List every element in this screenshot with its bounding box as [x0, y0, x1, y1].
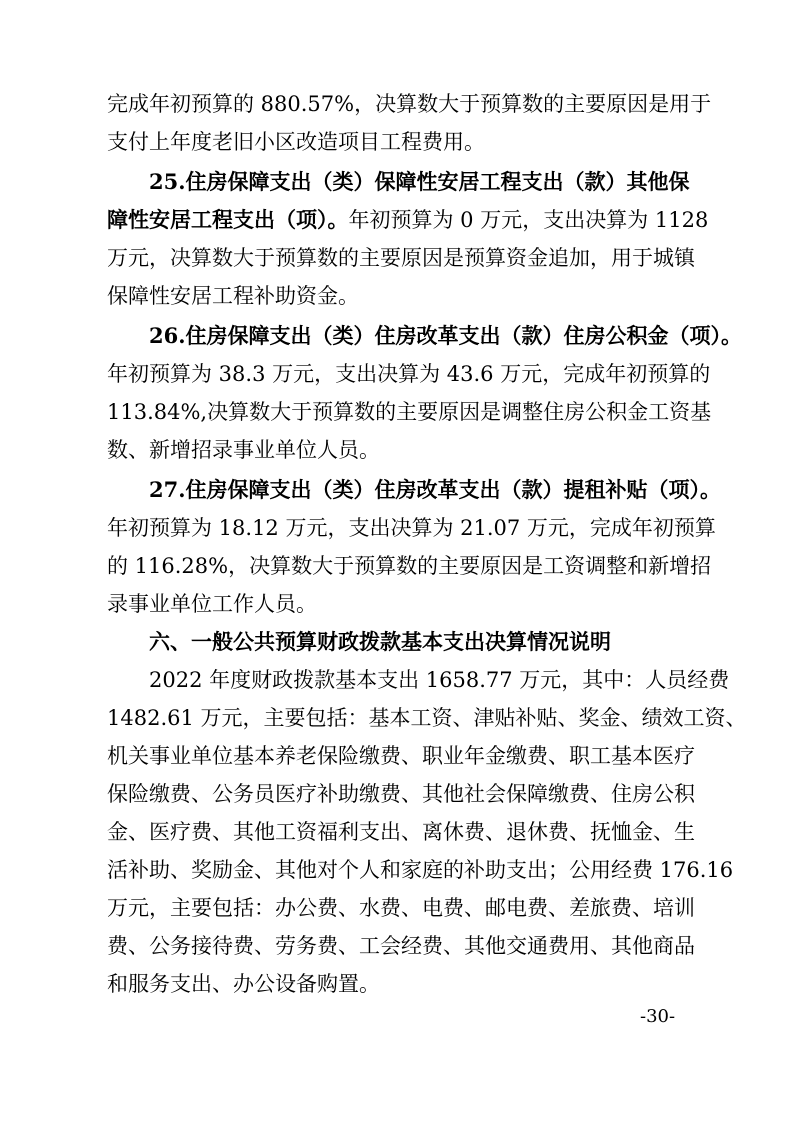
item-27-heading: 27.住房保障支出（类）住房改革支出（款）提租补贴（项）。: [149, 477, 722, 502]
item-26-heading: 26.住房保障支出（类）住房改革支出（款）住房公积金（项）。: [149, 323, 743, 348]
page-number: -30-: [640, 1006, 676, 1027]
text-line: 数、新增招录事业单位人员。: [107, 438, 380, 462]
text-line: 金、医疗费、其他工资福利支出、离休费、退休费、抚恤金、生: [107, 820, 695, 844]
text-line: 保障性安居工程补助资金。: [107, 284, 359, 308]
item-25-heading-cont: 障性安居工程支出（项）。: [107, 207, 349, 232]
text-line: 完成年初预算的 880.57%，决算数大于预算数的主要原因是用于: [107, 92, 712, 116]
text-line: [107, 202, 709, 238]
text-line: 支付上年度老旧小区改造项目工程费用。: [107, 130, 485, 154]
text-line: 和服务支出、办公设备购置。: [107, 972, 380, 996]
text-line: 保险缴费、公务员医疗补助缴费、其他社会保障缴费、住房公积: [107, 782, 695, 806]
text-line: 万元，决算数大于预算数的主要原因是预算资金追加，用于城镇: [107, 246, 695, 270]
text-line: 1482.61 万元，主要包括：基本工资、津贴补贴、奖金、绩效工资、: [107, 706, 747, 730]
text-line: 年初预算为 18.12 万元，支出决算为 21.07 万元，完成年初预算: [107, 516, 716, 540]
text-line: 活补助、奖励金、其他对个人和家庭的补助支出；公用经费 176.16: [107, 858, 734, 882]
section-6-heading: 六、一般公共预算财政拨款基本支出决算情况说明: [149, 630, 611, 654]
text-line: 机关事业单位基本养老保险缴费、职业年金缴费、职工基本医疗: [107, 744, 695, 768]
text-span: 年初预算为 0 万元，支出决算为 1128: [348, 208, 709, 232]
text-line: 的 116.28%，决算数大于预算数的主要原因是工资调整和新增招: [107, 554, 712, 578]
text-line: 113.84%,决算数大于预算数的主要原因是调整住房公积金工资基: [107, 400, 712, 424]
text-line: 万元，主要包括：办公费、水费、电费、邮电费、差旅费、培训: [107, 896, 695, 920]
text-line: 年初预算为 38.3 万元，支出决算为 43.6 万元，完成年初预算的: [107, 362, 711, 386]
item-25-heading: 25.住房保障支出（类）保障性安居工程支出（款）其他保: [149, 169, 690, 194]
text-line: 2022 年度财政拨款基本支出 1658.77 万元，其中：人员经费: [149, 668, 730, 692]
text-line: 费、公务接待费、劳务费、工会经费、其他交通费用、其他商品: [107, 934, 695, 958]
text-line: 录事业单位工作人员。: [107, 592, 317, 616]
